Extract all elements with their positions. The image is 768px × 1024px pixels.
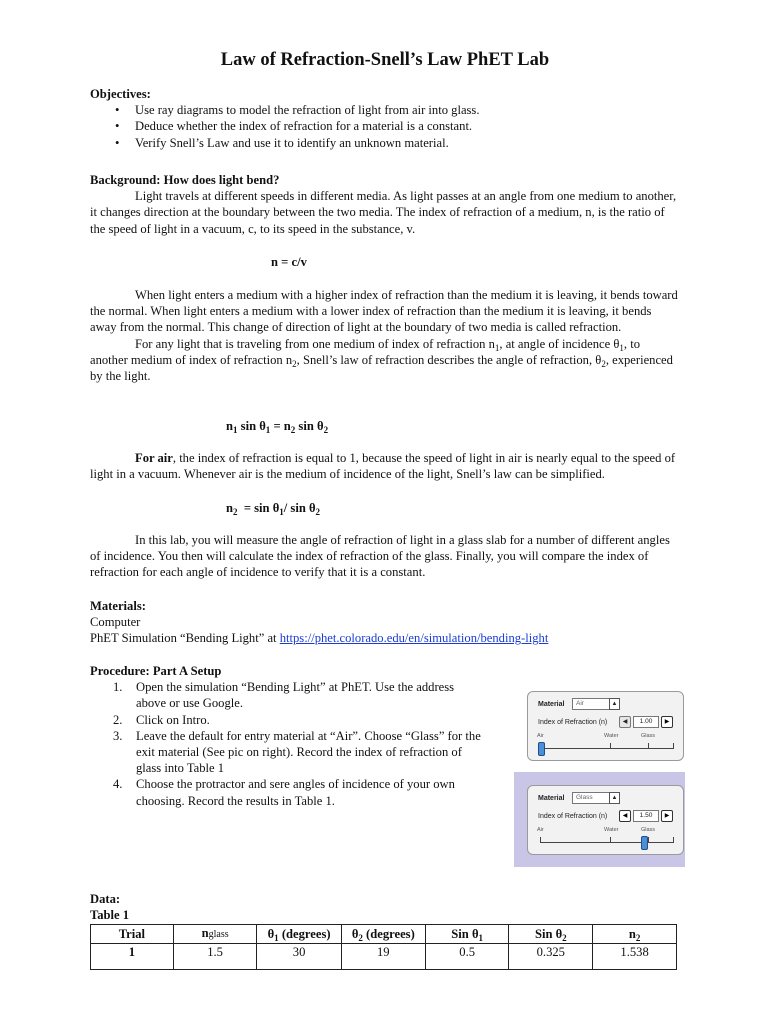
procedure-list [90,679,510,809]
objectives-section [90,86,680,151]
slider-thumb[interactable] [538,742,545,756]
objectives-heading: Objectives: [90,87,151,101]
procedure-heading: Procedure: Part A Setup [90,664,222,678]
dropdown-icon[interactable]: ▲ [609,792,620,804]
index-value[interactable]: 1.00 [633,716,659,728]
header-theta2: $\theta_2$ (degrees) [341,925,425,944]
index-label: Index of Refraction (n) [538,719,608,726]
procedure-section [90,663,510,809]
header-nglass: nglass [173,925,257,944]
objective-item: • Use ray diagrams to model the refraction of light from air into glass. [90,102,680,118]
data-heading: Data: [90,892,121,906]
tick-label-air: Air [537,827,544,833]
background-paragraph-5: In this lab, you will measure the angle of refraction of light in a glass slab for a number of different angles of incidence. You then will calculate the index of refraction of the glass. Finally, you will compare the index of refraction for each angle of incidence to verify that it is a constant. [90,533,670,580]
materials-phet: PhET Simulation “Bending Light” at https://phet.colorado.edu/en/simulation/bending-light [90,631,549,646]
table-header-row [91,925,677,944]
material-select[interactable]: Air [572,698,611,710]
procedure-step: 4. Choose the protractor and sere angles of incidence of your own choosing. Record the results in Table 1. [113,777,455,808]
decrement-arrow-icon[interactable]: ◀ [619,810,631,822]
header-sin-theta2: Sin $\theta_2$ [509,925,593,944]
background-section [90,172,680,237]
slider-track [540,842,674,843]
procedure-step: 2. Click on Intro. [113,712,210,727]
background-paragraph-2-block [90,287,680,384]
slider-track [540,748,674,749]
increment-arrow-icon[interactable]: ▶ [661,716,673,728]
material-label: Material [538,795,565,802]
background-paragraph-4: For air, the index of refraction is equal to 1, because the speed of light in air is nearly equal to the speed of light in a vacuum. Whenever air is the medium of incidence of the light, Snell’s law can be simplified. [90,451,676,482]
objective-item: • Verify Snell’s Law and use it to identify an unknown material. [90,135,680,151]
cell-theta1: 30 [257,944,341,970]
page-title: Law of Refraction-Snell’s Law PhET Lab [220,50,550,70]
dropdown-icon[interactable]: ▲ [609,698,620,710]
header-trial: Trial [91,925,174,944]
materials-section [90,598,680,647]
table-row [91,944,677,970]
objectives-list [90,102,680,151]
procedure-step: 1. Open the simulation “Bending Light” at PhET. Use the address above or use Google. [113,680,455,711]
background-paragraph-2: When light enters a medium with a higher index of refraction than the medium it is leaving, it bends toward the normal. When light enters a medium with a lower index of refraction than the medium it is leaving, it bends away from the normal. This change of direction of light at the boundary of two media is called refraction. [90,288,678,335]
background-paragraph-5-block [90,532,680,581]
data-table [90,924,677,970]
cell-theta2: 19 [341,944,425,970]
materials-computer: Computer [90,615,141,630]
background-heading: Background: How does light bend? [90,173,280,187]
equation-snells-law: $n_1$ $\sin \theta_1 = n_2$ $\sin \theta_2$ [226,419,329,435]
increment-arrow-icon[interactable]: ▶ [661,810,673,822]
tick-label-air: Air [537,733,544,739]
header-n2: $n_2$ [593,925,677,944]
equation-simplified: $n_2 = \sin \theta_1/$ $\sin \theta_2$ [226,501,321,517]
procedure-step: 3. Leave the default for entry material at “Air”. Choose “Glass” for the exit material (See pic on right). Record the index of refraction of glass into Table 1 [113,728,481,776]
slider-thumb[interactable] [641,836,648,850]
tick-label-water: Water [604,827,619,833]
background-paragraph-1: Light travels at different speeds in different media. As light passes at an angle from one medium to another, it changes direction at the boundary between the two media. The index of refraction of a medium, n, is the ratio of the speed of light in a vacuum, c, to its speed in the substance, v. [90,189,677,236]
equation-n-c-v: n = c/v [271,255,307,269]
header-theta1: $\theta_1$ (degrees) [257,925,341,944]
tick-label-glass: Glass [641,827,656,833]
materials-heading: Materials: [90,599,146,613]
cell-sin-theta2: 0.325 [509,944,593,970]
objective-item: • Deduce whether the index of refraction for a material is a constant. [90,118,680,134]
index-label: Index of Refraction (n) [538,813,608,820]
phet-link[interactable]: https://phet.colorado.edu/en/simulation/bending-light [279,631,549,646]
background-paragraph-4-block [90,450,680,482]
phet-exit-material-panel [527,785,684,855]
decrement-arrow-icon[interactable]: ◀ [619,716,631,728]
material-select[interactable]: Glass [572,792,611,804]
header-sin-theta1: Sin $\theta_1$ [425,925,509,944]
cell-n2: 1.538 [593,944,677,970]
index-value[interactable]: 1.50 [633,810,659,822]
material-label: Material [538,701,565,708]
cell-nglass: 1.5 [173,944,257,970]
table-title: Table 1 [90,908,130,922]
tick-label-glass: Glass [641,733,656,739]
phet-entry-material-panel [527,691,684,761]
background-paragraph-3: For any light that is traveling from one medium of index of refraction $n_1$, at angle of incidence $\theta_1$, to another medium of index of refraction $n_2$, Snell’s law of refraction describes the angle of refraction, $\theta_2$, experienced by the light. [90,336,673,384]
cell-sin-theta1: 0.5 [425,944,509,970]
tick-label-water: Water [604,733,619,739]
cell-trial: 1 [91,944,174,970]
